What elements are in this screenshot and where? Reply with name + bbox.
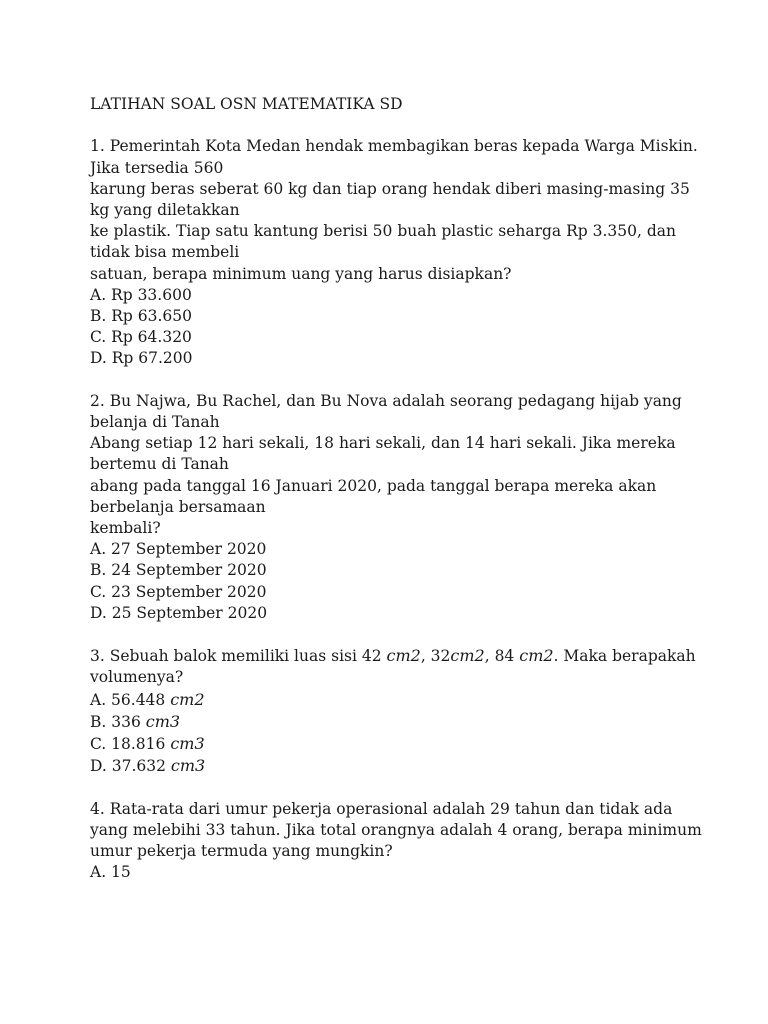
question-text-line: belanja di Tanah [90, 413, 220, 432]
question-text-line: 1. Pemerintah Kota Medan hendak membagikan beras kepada Warga Miskin. [90, 137, 698, 156]
question-4 [90, 799, 702, 884]
math-unit: cm3 [170, 756, 206, 776]
answer-value: C. 18.816 [90, 735, 171, 754]
math-unit: cm3 [145, 711, 181, 731]
question-text-line: kg yang diletakkan [90, 201, 240, 219]
question-1 [90, 136, 698, 369]
question-text-segment: , 84 [484, 647, 520, 666]
spacer [90, 370, 690, 391]
question-text-line: kembali? [90, 519, 161, 538]
question-text-line: berbelanja bersamaan [90, 497, 266, 516]
answer-value: A. 56.448 [90, 690, 171, 709]
question-text-segment: , 32 [420, 647, 451, 666]
question-text-line: 2. Bu Najwa, Bu Rachel, dan Bu Nova adalah seorang pedagang hijab yang [90, 391, 682, 410]
question-text-segment: . Maka berapakah [553, 647, 696, 666]
math-unit: cm2 [386, 646, 421, 666]
question-text-line: karung beras seberat 60 kg dan tiap orang hendak diberi masing-masing 35 [90, 179, 690, 198]
answer-option: B. Rp 63.650 [90, 307, 192, 326]
document-body [90, 94, 702, 883]
math-unit: cm2 [450, 646, 485, 666]
spacer [90, 624, 690, 645]
answer-option [90, 689, 690, 711]
question-2 [90, 391, 690, 624]
math-unit: cm2 [519, 646, 554, 666]
answer-option: C. 23 September 2020 [90, 582, 267, 601]
answer-option: A. 27 September 2020 [90, 540, 267, 559]
answer-option: D. 25 September 2020 [90, 603, 268, 622]
answer-option: B. 24 September 2020 [90, 561, 267, 580]
answer-option [90, 733, 690, 755]
question-text-line: yang melebihi 33 tahun. Jika total orangnya adalah 4 orang, berapa minimum [90, 820, 702, 839]
answer-option: A. Rp 33.600 [90, 285, 192, 304]
question-text-line: umur pekerja termuda yang mungkin? [90, 842, 393, 861]
math-unit: cm2 [170, 689, 205, 709]
document-title: LATIHAN SOAL OSN MATEMATIKA SD [90, 95, 403, 113]
math-unit: cm3 [170, 734, 205, 754]
answer-option: A. 15 [90, 863, 131, 882]
answer-value: D. 37.632 [90, 757, 171, 776]
question-text-line: ke plastik. Tiap satu kantung berisi 50 buah plastic seharga Rp 3.350, dan [90, 222, 676, 241]
answer-option: D. Rp 67.200 [90, 349, 193, 368]
question-text-line: abang pada tanggal 16 Januari 2020, pada tanggal berapa mereka akan [90, 476, 657, 495]
answer-value: B. 336 [90, 712, 146, 731]
question-text-line: satuan, berapa minimum uang yang harus disiapkan? [90, 264, 512, 283]
spacer [90, 777, 690, 798]
answer-option [90, 755, 690, 777]
question-text-line: tidak bisa membeli [90, 243, 240, 262]
question-text-line [90, 645, 696, 667]
question-text-line: Jika tersedia 560 [90, 158, 224, 177]
spacer [90, 115, 690, 136]
question-3 [90, 645, 696, 777]
answer-option: C. Rp 64.320 [90, 328, 192, 347]
question-text-line: 4. Rata-rata dari umur pekerja operasional adalah 29 tahun dan tidak ada [90, 799, 673, 818]
question-text-line: bertemu di Tanah [90, 455, 229, 474]
question-text-segment: 3. Sebuah balok memiliki luas sisi 42 [90, 647, 387, 666]
answer-option [90, 711, 690, 733]
question-text-line: Abang setiap 12 hari sekali, 18 hari sekali, dan 14 hari sekali. Jika mereka [90, 434, 676, 453]
question-text-line: volumenya? [90, 668, 184, 687]
